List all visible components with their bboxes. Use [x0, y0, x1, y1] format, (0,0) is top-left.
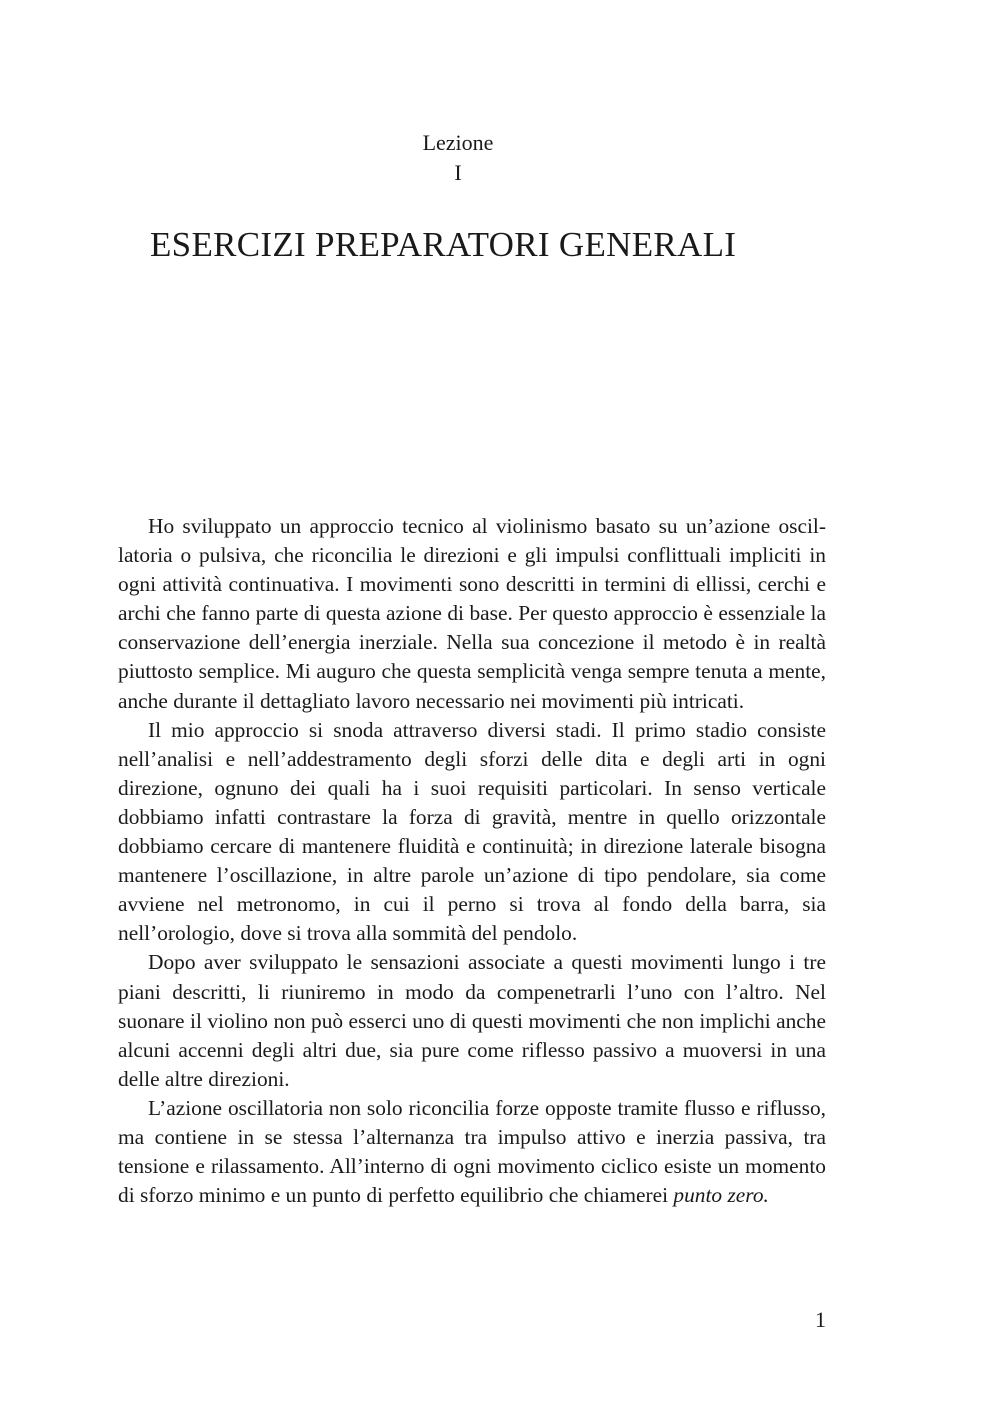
lesson-label: Lezione: [422, 130, 494, 155]
chapter-title: ESERCIZI PREPARATORI GENERALI: [150, 225, 737, 264]
paragraph-1: [118, 512, 826, 716]
paragraph-3: [118, 948, 826, 1093]
paragraph-2-text: Il mio approccio si snoda attraverso diversi stadi. Il primo stadio consiste nell’analisi e nell’addestramento degli sforzi delle dita e degli arti in ogni direzione, ognuno dei quali ha i suoi requisiti particolari. In senso verticale dobbiamo infatti contrastare la forza di gravità, mentre in quello orizzontale dobbiamo cercare di mantenere fluidità e continuità; in direzione laterale bisogna mantenere l’oscillazione, in altre parole un’azione di tipo pendolare, sia come avviene nel metronomo, in cui il perno si trova al fondo della barra, sia nell’orologio, dove si trova alla sommità del pendolo.: [118, 717, 826, 946]
paragraph-3-text: Dopo aver sviluppato le sensazioni associate a questi movimenti lungo i tre piani descritti, li riuniremo in modo da compenetrarli l’uno con l’altro. Nel suonare il violino non può esserci uno di questi movimenti che non implichi anche alcuni accenni degli altri due, sia pure come riflesso passivo a muoversi in una delle altre direzioni.: [118, 950, 826, 1091]
paragraph-4-emphasis: punto zero.: [673, 1183, 769, 1208]
body-text: [118, 512, 826, 1210]
paragraph-1-text: Ho sviluppato un approccio tecnico al violinismo basato su un’azione oscillatoria o pulsiva, che riconcilia le direzioni e gli impulsi conflittuali impliciti in ogni attività continuativa. I movimenti sono descritti in termini di ellissi, cerchi e archi che fanno parte di questa azione di base. Per questo approccio è essenziale la conservazione dell’energia inerziale. Nella sua concezione il metodo è in realtà piuttosto semplice. Mi auguro che questa semplicità venga sempre tenuta a mente, anche durante il dettagliato lavoro necessario nei movimenti più intricati.: [118, 514, 826, 713]
paragraph-2: [118, 716, 826, 949]
paragraph-4: [118, 1094, 826, 1210]
lesson-number: I: [454, 160, 462, 185]
paragraph-4-text: L’azione oscillatoria non solo riconcilia forze opposte tramite flusso e riflusso, ma contiene in se stessa l’alternanza tra impulso attivo e inerzia passiva, tra tensione e rilassamento. All’interno di ogni movimento ciclico esiste un momento di sforzo minimo e un punto di perfetto equilibrio che chiamerei: [118, 1095, 826, 1208]
page-number: 1: [815, 1307, 826, 1332]
